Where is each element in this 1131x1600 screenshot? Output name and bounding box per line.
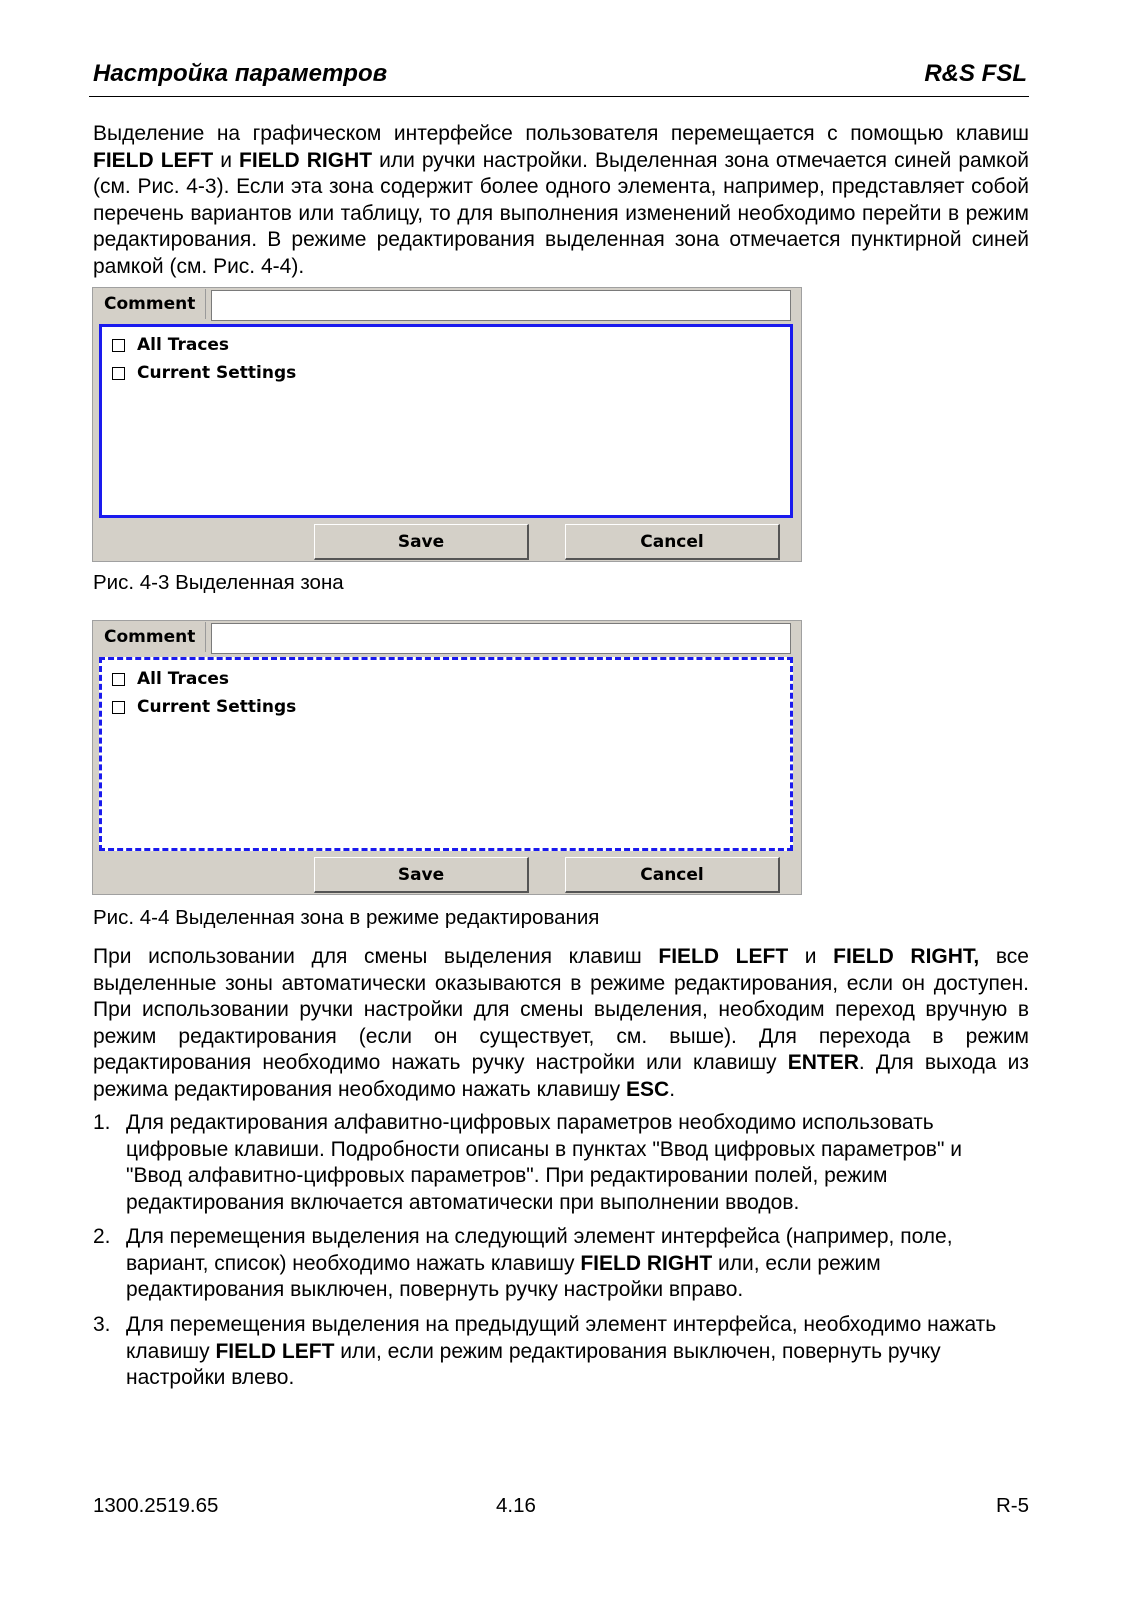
list-text	[126, 1224, 1006, 1304]
footer-page-number: R-5	[995, 1494, 1029, 1517]
comment-input[interactable]	[211, 290, 791, 321]
cancel-button[interactable]: Cancel	[565, 524, 780, 560]
body-paragraph	[93, 944, 1029, 1103]
footer-doc-number: 1300.2519.65	[93, 1494, 219, 1517]
list-number: 1.	[93, 1111, 111, 1134]
figure-caption: Рис. 4-4 Выделенная зона в режиме редактирования	[93, 906, 600, 929]
key-name: ENTER	[787, 1051, 859, 1074]
text-run: или ручки настройки. Выделенная зона отмечается синей рамкой (см. Рис. 4-3). Если эта зона содержит более одного элемента, например, представляет собой перечень вариантов или таблицу, то для выполнения изменений необходимо перейти в режим редактирования. В режиме редактирования выделенная зона отмечается пунктирной синей рамкой (см. Рис. 4-4).	[93, 148, 1029, 278]
list-number: 3.	[93, 1313, 111, 1336]
section-title: Настройка параметров	[93, 60, 388, 87]
comment-label: Comment	[96, 289, 206, 319]
product-name: R&S FSL	[924, 60, 1027, 87]
text-run: или, если режим редактирования выключен, повернуть ручку настройки вправо.	[126, 1251, 881, 1301]
checkbox-current-settings[interactable]	[112, 360, 296, 386]
save-button[interactable]: Save	[314, 857, 529, 893]
checkbox-all-traces[interactable]	[112, 332, 229, 358]
text-run: Для перемещения выделения на предыдущий элемент интерфейса, необходимо нажать клавишу	[126, 1313, 997, 1363]
checkbox-icon[interactable]	[112, 367, 125, 380]
text-run: и	[788, 945, 834, 968]
text-run: и	[213, 148, 240, 172]
text-run: Выделение на графическом интерфейсе пользователя перемещается с помощью клавиш	[93, 122, 1029, 145]
page-header	[89, 58, 1029, 97]
key-name: FIELD LEFT	[215, 1339, 335, 1363]
key-name: ESC	[626, 1077, 670, 1101]
key-name: FIELD RIGHT	[239, 148, 373, 172]
list-text	[126, 1312, 1006, 1392]
checkbox-label: Current Settings	[137, 363, 297, 383]
intro-paragraph	[93, 121, 1029, 280]
checkbox-icon[interactable]	[112, 673, 125, 686]
text-run: Для редактирования алфавитно-цифровых параметров необходимо использовать цифровые клавиши. Подробности описаны в пунктах "Ввод цифровых параметров" и "Ввод алфавитно-цифровых параметров". При редактировании полей, режим редактирования включается автоматически при выполнении вводов.	[126, 1111, 962, 1214]
checkbox-label: Current Settings	[137, 697, 297, 717]
text-run: .	[669, 1077, 676, 1101]
footer-version: 4.16	[496, 1494, 536, 1517]
text-run: все выделенные зоны автоматически оказываются в режиме редактирования, если он доступен. При использовании ручки настройки для смены выделения, необходим переход вручную в режим редактирования (если он существует, см. выше). Для перехода в режим редактирования необходимо нажать ручку настройки или клавишу	[93, 945, 1029, 1074]
text-run: или, если режим редактирования выключен, повернуть ручку настройки влево.	[126, 1339, 941, 1389]
selection-list-focused[interactable]	[99, 324, 793, 518]
text-run: . Для выхода из режима редактирования необходимо нажать клавишу	[93, 1051, 1029, 1101]
figure-caption: Рис. 4-3 Выделенная зона	[93, 571, 344, 594]
save-button[interactable]: Save	[314, 524, 529, 560]
text-run: Для перемещения выделения на следующий элемент интерфейса (например, поле, вариант, список) необходимо нажать клавишу	[126, 1225, 953, 1275]
text-run: При использовании для смены выделения клавиш	[93, 945, 659, 968]
key-name: FIELD RIGHT,	[833, 945, 980, 968]
selection-list-editing[interactable]	[99, 657, 793, 851]
list-number: 2.	[93, 1225, 111, 1248]
cancel-button[interactable]: Cancel	[565, 857, 780, 893]
list-text	[126, 1110, 1006, 1216]
checkbox-label: All Traces	[137, 669, 230, 689]
checkbox-icon[interactable]	[112, 701, 125, 714]
comment-label: Comment	[96, 622, 206, 652]
key-name: FIELD LEFT	[658, 945, 789, 968]
checkbox-current-settings[interactable]	[112, 694, 296, 720]
figure-4-4-dialog	[92, 620, 802, 895]
checkbox-all-traces[interactable]	[112, 666, 229, 692]
checkbox-label: All Traces	[137, 335, 230, 355]
key-name: FIELD RIGHT	[580, 1251, 713, 1275]
checkbox-icon[interactable]	[112, 339, 125, 352]
comment-input[interactable]	[211, 623, 791, 654]
figure-4-3-dialog	[92, 287, 802, 562]
key-name: FIELD LEFT	[93, 148, 214, 172]
